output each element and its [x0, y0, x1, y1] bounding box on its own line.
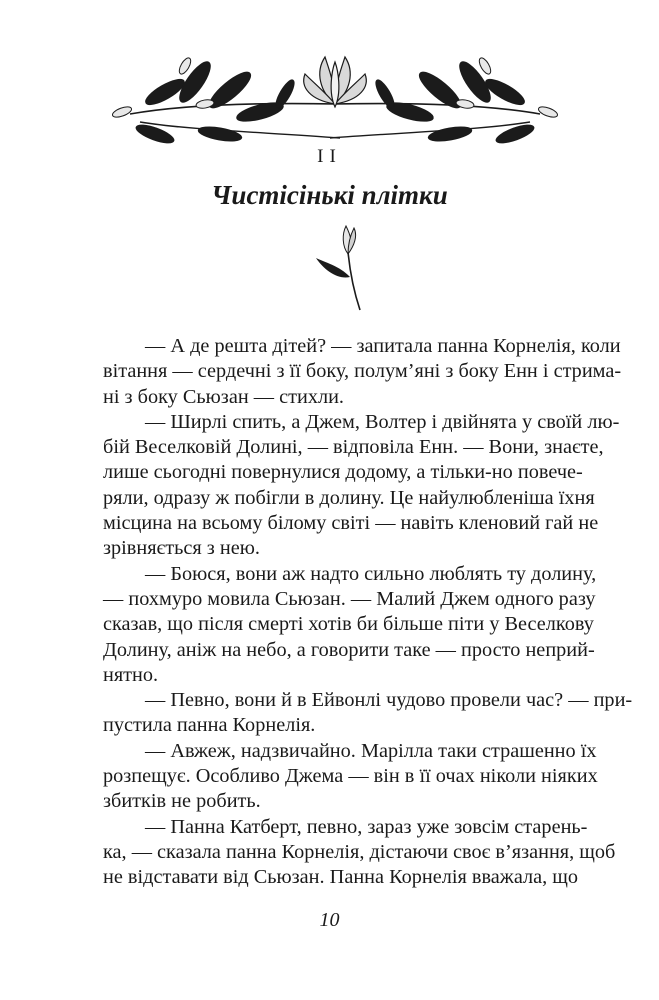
text-line: вітання — сердечні з її боку, полум’яні з боку Енн і стрима- [103, 360, 622, 383]
text-line: Долину, аніж на небо, а говорити таке — просто неприй- [103, 638, 595, 661]
text-line: сказав, що після смерті хотів би більше піти у Веселкову [103, 613, 594, 636]
text-line: лише сьогодні повернулися додому, а тільки-но повече- [103, 461, 583, 484]
chapter-title: Чистісінькі плітки [211, 180, 448, 210]
text-line: розпещує. Особливо Джема — він в її очах ніколи ніяких [103, 765, 598, 788]
text-line: місцина на всьому білому світі — навіть кленовий гай не [103, 512, 599, 535]
page-number: 10 [319, 909, 340, 931]
text-line: — А де решта дітей? — запитала панна Корнелія, коли [145, 335, 621, 357]
text-line: — Панна Катберт, певно, зараз уже зовсім старень- [145, 815, 588, 838]
text-line: зрівняється з нею. [103, 537, 260, 560]
text-line: — похмуро мовила Сьюзан. — Малий Джем одного разу [103, 587, 596, 610]
chapter-number: II [317, 146, 342, 167]
text-line: нятно. [103, 663, 159, 686]
text-line: — Певно, вони й в Ейвонлі чудово провели час? — при- [145, 689, 633, 712]
text-line: ряли, одразу ж побігли в долину. Це найулюбленіша їхня [103, 486, 595, 509]
text-line: — Боюся, вони аж надто сильно люблять ту долину, [145, 562, 597, 585]
floral-ornament-icon [110, 52, 560, 152]
text-line: не відставати від Сьюзан. Панна Корнелія вважала, що [103, 866, 579, 889]
text-line: збитків не робить. [103, 790, 261, 813]
text-line: ні з боку Сьюзан — стихли. [103, 385, 344, 408]
text-line: ка, — сказала панна Корнелія, дістаючи своє в’язання, щоб [103, 840, 616, 863]
text-line: бій Веселковій Долині, — відповіла Енн. — Вони, знаєте, [103, 436, 604, 459]
body-text [103, 334, 633, 891]
text-line: — Ширлі спить, а Джем, Волтер і двійнята у своїй лю- [145, 410, 620, 433]
flower-sprig-icon [310, 222, 370, 314]
text-line: пустила панна Корнелія. [103, 714, 316, 737]
text-line: — Авжеж, надзвичайно. Марілла таки страшенно їх [145, 739, 597, 762]
